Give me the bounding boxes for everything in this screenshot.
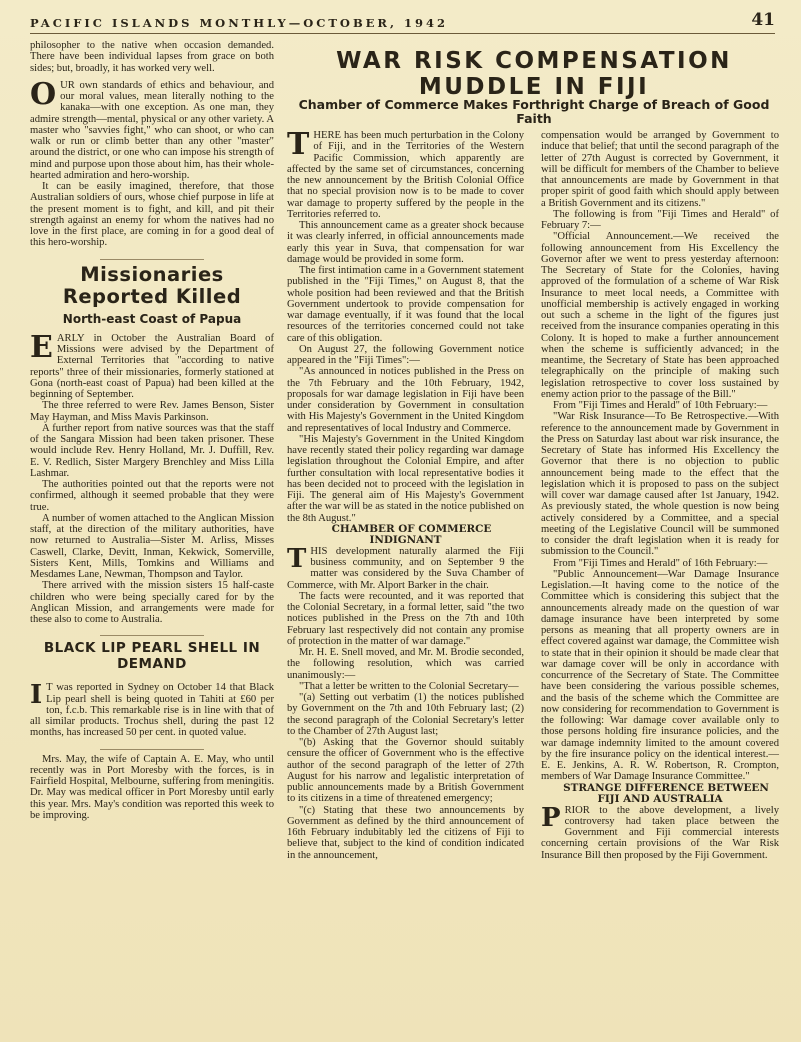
section-rule [100,749,204,750]
article-paragraph-1 [287,127,524,220]
article-continued-paragraph-8-text: RIOR to the above development, a lively controversy had taken place between the Government and Fiji commercial interests concerning certain provisions of the War Risk Insurance Bill then proposed by the Fiji Government. [541,804,779,861]
pearl-title: BLACK LIP PEARL SHELL IN DEMAND [43,640,261,673]
article-paragraph-12: "(b) Asking that the Governor should suitably censure the officer of Government who is the effective author of the second paragraph of the letter of 27th August for his narrow and legalistic interpretation of public announcements made by a British Government to its citizens in a time of threatened emergency; [287,737,524,805]
article-paragraph-1-text: HERE has been much perturbation in the Colony of Fiji, and in the Territories of the Western Pacific Commission, which apparently are affected by the same set of circumstances, concerning the new announcement by the British Colonial Office that no special provision now is to be made to cover war damage to property suffered by the people in the Territories referred to. [287,130,524,220]
section-rule [100,259,204,260]
article-paragraph-9: Mr. H. E. Snell moved, and Mr. M. Brodie seconded, the following resolution, which was carried unanimously:— [287,647,524,681]
drop-cap: T [287,543,307,574]
may-note: Mrs. May, the wife of Captain A. E. May, who until recently was in Port Moresby with the forces, is in Fairfield Hospital, Melbourne, suffering from meningitis. Dr. May was medical officer in Port Moresby until early this year. Mrs. May's condition was reported this week to be improving. [30,753,274,821]
running-title: PACIFIC ISLANDS MONTHLY—OCTOBER, 1942 [30,16,448,30]
column-left [30,40,274,821]
page-header [30,10,775,32]
article-paragraph-11: "(a) Setting out verbatim (1) the notices published by Government on the 7th and 10th February last; (2) the second paragraph of the Colonial Secretary's letter to the Chamber of 27th August last; [287,692,524,737]
drop-cap: T [287,127,310,162]
main-article-title: WAR RISK COMPENSATION MUDDLE IN FIJI [336,48,732,100]
missionaries-paragraph-4: The authorities pointed out that the reports were not confirmed, although it seemed probable that they were true. [30,479,274,513]
drop-cap: I [30,680,43,711]
intro-paragraph-2 [30,76,274,181]
pearl-paragraph-1-text: T was reported in Sydney on October 14 that Black Lip pearl shell is being quoted in Tahiti at £60 per ton, f.c.b. This remarkable rise is in line with that of all similar products. Trochus shell, during the past 12 months, has increased 50 per cent. in quoted value. [30,682,274,739]
pearl-paragraph-1 [30,682,274,738]
column-middle [287,127,524,861]
missionaries-title: Missionaries Reported Killed [62,262,242,308]
missionaries-subtitle: North-east Coast of Papua [62,311,242,326]
missionaries-paragraph-5: A number of women attached to the Anglican Mission staff, at the direction of the military authorities, have now returned to Australia—Sister M. Arliss, Misses Caswell, Clarke, Devitt, Inman, Kekwick, Somerville, Sisters Kent, Mills, Tomkins and Williams and Mesdames Lane, Newman, Thompson and Taylor. [30,512,274,580]
article-paragraph-3: The first intimation came in a Government statement published in the "Fiji Times," on August 8, that the whole position had been reviewed and that the British Government undertook to provide compensation for war damage eventually, if it was found that the local resources of the territories concerned could not take care of this obligation. [287,265,524,344]
article-continued-paragraph-8 [541,802,779,861]
column-right [541,130,779,861]
article-paragraph-10: "That a letter be written to the Colonial Secretary— [299,680,519,692]
article-paragraph-8: The facts were recounted, and it was reported that the Colonial Secretary, in a formal letter, said "the two notices published in the Press on the 7th and 10th February last respectively did not contain any promise of protection in the matter of war damage." [287,590,524,647]
intro-paragraph-1: philosopher to the native when occasion demanded. There have been individual lapses from grace on both sides; but, broadly, it has worked very well. [30,40,274,74]
page-number: 41 [751,10,775,30]
article-continued-paragraph-7: "Public Announcement—War Damage Insurance Legislation.—It having come to the notice of the Committee which is considering this subject that the announcements already made on the question of war damage insurance have been interpreted by some persons as meaning that all property owners are in effect covered against war damage, the Committee wish to state that in their opinion it should be made clear that war damage cover will be only in accordance with concurrence of the Secretary of State. The Committee have been considering the various possible schemes, and the basis of the scheme which the Committee are now considering for recommendation to Government is the following: War damage cover available only to those persons holding fire insurance policies, and the war damage indemnity limited to the amount covered by the fire insurance policy on the identical interest.—E. E. Jenkins, A. R. W. Robertson, R. Crompton, members of War Damage Insurance Committee." [541,568,779,783]
drop-cap: O [30,76,57,112]
missionaries-paragraph-3: A further report from native sources was that the staff of the Sangara Mission had been taken prisoner. These would include Rev. Henry Holland, Mr. J. Duffill, Rev. E. V. Redlich, Sister Margery Brenchley and Miss Lilla Lashmar. [30,422,274,479]
article-paragraph-6: "His Majesty's Government in the United Kingdom have recently stated their policy regarding war damage legislation throughout the Colonial Empire, and after further consultation with local representative bodies it has been decided not to proceed with the legislation in Fiji. The general aim of His Majesty's Government after the war will be as stated in the notice published on the 8th August." [287,433,524,524]
article-paragraph-2: This announcement came as a greater shock because it was clearly inferred, in official announcements made early this year in Suva, that compensation for war damage would be provided in some form. [287,220,524,265]
strange-difference-subheading: STRANGE DIFFERENCE BETWEEN FIJI AND AUSTRALIA [563,781,769,805]
section-rule [100,635,204,636]
article-paragraph-4: On August 27, the following Government notice appeared in the "Fiji Times":— [287,343,524,366]
main-article-subtitle: Chamber of Commerce Makes Forthright Charge of Breach of Good Faith [298,97,770,126]
missionaries-paragraph-1 [30,329,274,401]
article-continued-paragraph-6: From "Fiji Times and Herald" of 16th February:— [553,557,768,569]
missionaries-paragraph-2: The three referred to were Rev. James Benson, Sister May Hayman, and Miss Mavis Parkinson. [30,400,274,423]
chamber-subheading: CHAMBER OF COMMERCE INDIGNANT [331,522,492,546]
article-continued-paragraph-3: "Official Announcement.—We received the following announcement from His Excellency the Governor after we went to press yesterday afternoon: The Secretary of State for the Colonies, having approved of the formulation of a scheme of War Risk Insurance to meet local needs, a Committee with unofficial membership is actively engaged in working out such a scheme in the light of the figures just received from the insurance companies operating in this Colony. It is hoped to make a further announcement when the scheme is sufficiently advanced; in the meantime, the Secretary of State has been approached telegraphically on the principle of making such legislation retrospective to cover loss sustained by enemy action prior to the passage of the Bill." [541,231,779,400]
article-paragraph-7-text: HIS development naturally alarmed the Fiji business community, and on September 9 the matter was considered by the Suva Chamber of Commerce, with Mr. Alport Barker in the chair. [287,545,524,591]
drop-cap: P [541,802,561,833]
article-continued-paragraph-4: From "Fiji Times and Herald" of 10th February:— [553,400,768,411]
article-continued-paragraph-2: The following is from "Fiji Times and Herald" of February 7:— [541,208,779,231]
intro-paragraph-3: It can be easily imagined, therefore, that those Australian soldiers of ours, whose chief purpose in life at the present moment is to fight, and kill, and pit their strength against an enemy for whom the natives had no love in the first place, are coming in for a good deal of this hero-worship. [30,181,274,249]
missionaries-paragraph-1-text: ARLY in October the Australian Board of Missions were advised by the Department of External Territories that "according to native reports" three of their missionaries, formerly stationed at Gona (north-east coast of Papua) had been killed at the beginning of September. [30,332,274,400]
missionaries-paragraph-6: There arrived with the mission sisters 15 half-caste children who were being specially cared for by the Anglican Mission, and arrangements were made for these also to come to Australia. [30,580,274,625]
header-rule [30,33,775,34]
article-paragraph-13: "(c) Stating that these two announcements by Government as defined by the third announcement of 16th February indubitably led the citizens of Fiji to believe that, subject to the kind of condition indicated in the announcement, [287,804,524,861]
article-continued-paragraph-5: "War Risk Insurance—To Be Retrospective.—With reference to the announcement made by Government in the Press on Saturday last about war risk insurance, the Secretary of State has informed His Excellency the Governor that there is no objection to public announcement being made to the effect that the legislation which it is proposed to pass on the subject will cover war damage caused after 1st January, 1942. As previously stated, the whole question is now being actively considered by a Committee, and a special meeting of the Legislative Council will be summoned to consider the draft legislation when it is ready for submission to the Council." [541,411,779,558]
article-paragraph-7 [287,543,524,591]
article-continued-paragraph-1: compensation would be arranged by Government to induce that belief; that until the second paragraph of the letter of 27th August is corrected by Government, it will be difficult for members of the Chamber to believe that announcements are made by Government in that proper spirit of good faith which should apply between a British Government and its citizens." [541,130,779,209]
article-paragraph-5: "As announced in notices published in the Press on the 7th February and the 10th February, 1942, proposals for war damage legislation in Fiji have been under consideration by Government in consultation with His Majesty's Government in the United Kingdom and representatives of local Industry and Commerce. [287,366,524,434]
drop-cap: E [30,329,53,365]
intro-paragraph-2-text: UR own standards of ethics and behaviour, and our moral values, mean literally nothing to the kanaka—with one exception. As one man, they admire strength—mental, physical or any other variety. A master who "savvies fight," who can shoot, or who can walk or run or climb better than any other "master" around the district, or one who can impose his strength of mind and purpose upon those about him, has their whole-hearted admiration and hero-worship. [30,79,274,181]
